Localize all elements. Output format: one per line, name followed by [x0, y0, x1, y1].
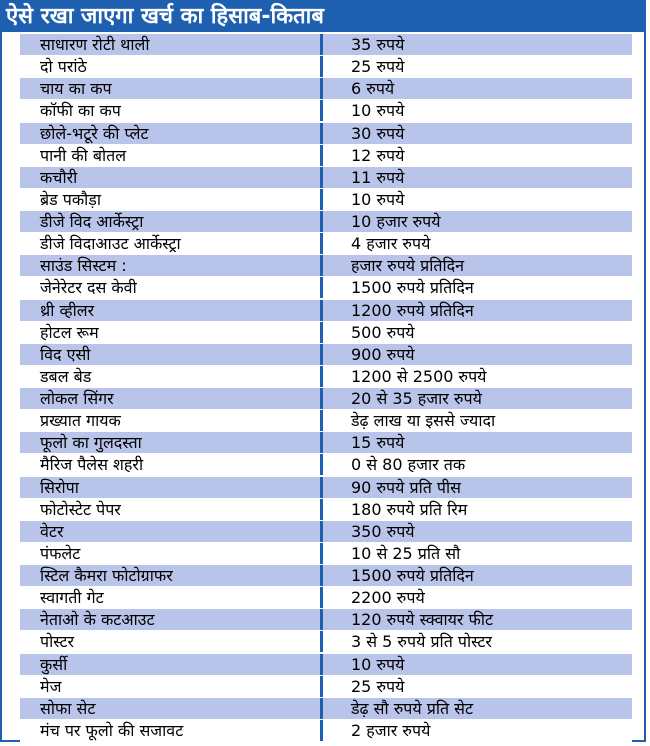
item-cell: साधारण रोटी थाली	[40, 35, 150, 54]
item-cell: मैरिज पैलेस शहरी	[40, 455, 144, 475]
table-row	[20, 720, 632, 742]
item-cell: सोफा सेट	[40, 698, 96, 718]
cost-cell: 2200 रुपये	[351, 588, 425, 608]
table-row	[20, 189, 632, 211]
item-cell: प्रख्यात गायक	[40, 411, 121, 431]
table-row	[20, 56, 632, 78]
cost-cell: 0 से 80 हजार तक	[351, 455, 466, 475]
table-row	[20, 565, 632, 587]
table-row	[20, 322, 632, 344]
cost-cell: हजार रुपये प्रतिदिन	[351, 256, 465, 276]
cost-cell: 1200 से 2500 रुपये	[351, 366, 487, 386]
item-cell: ब्रेड पकौड़ा	[40, 189, 102, 209]
item-cell: जेनेरेटर दस केवी	[40, 278, 137, 298]
table-row	[20, 587, 632, 609]
item-cell: वेटर	[40, 521, 64, 541]
item-cell: दो परांठे	[40, 57, 87, 77]
table-row	[20, 211, 632, 233]
table-row	[20, 609, 632, 631]
cost-cell: 900 रुपये	[351, 344, 415, 364]
item-cell: विद एसी	[40, 344, 91, 364]
table-row	[20, 366, 632, 388]
item-cell: लोकल सिंगर	[40, 389, 114, 408]
table-row	[20, 344, 632, 366]
cost-cell: 20 से 35 हजार रुपये	[351, 389, 482, 408]
cost-cell: 15 रुपये	[351, 433, 405, 453]
cost-table	[20, 34, 632, 742]
table-row	[20, 698, 632, 720]
cost-cell: डेढ़ लाख या इससे ज्यादा	[351, 411, 496, 431]
item-cell: साउंड सिस्टम :	[40, 256, 127, 276]
item-cell: डबल बेड	[40, 366, 92, 386]
table-row	[20, 477, 632, 499]
cost-cell: 10 रुपये	[351, 189, 405, 209]
table-row	[20, 277, 632, 299]
table-row	[20, 543, 632, 565]
item-cell: फोटोस्टेट पेपर	[40, 499, 121, 519]
cost-cell: 25 रुपये	[351, 57, 405, 77]
table-row	[20, 454, 632, 476]
cost-cell: 1500 रुपये प्रतिदिन	[351, 566, 474, 585]
cost-cell: 3 से 5 रुपये प्रति पोस्टर	[351, 632, 492, 652]
item-cell: स्वागती गेट	[40, 588, 104, 608]
item-cell: डीजे विदाआउट आर्केस्ट्रा	[40, 234, 181, 254]
table-row	[20, 34, 632, 56]
table-row	[20, 499, 632, 521]
cost-cell: 6 रुपये	[351, 79, 395, 99]
table-row	[20, 145, 632, 167]
table-row	[20, 631, 632, 653]
item-cell: डीजे विद आर्केस्ट्रा	[40, 212, 144, 231]
cost-cell: 500 रुपये	[351, 322, 415, 342]
table-row	[20, 167, 632, 189]
cost-cell: 12 रुपये	[351, 145, 405, 165]
cost-cell: 4 हजार रुपये	[351, 234, 431, 254]
cost-cell: 25 रुपये	[351, 676, 405, 696]
item-cell: कुर्सी	[40, 654, 68, 674]
item-cell: फूलो का गुलदस्ता	[40, 433, 142, 453]
item-cell: मंच पर फूलो की सजावट	[40, 720, 184, 740]
item-cell: छोले-भटूरे की प्लेट	[40, 123, 149, 143]
cost-cell: 11 रुपये	[351, 167, 405, 187]
table-row	[20, 432, 632, 454]
cost-cell: 10 हजार रुपये	[351, 212, 441, 231]
item-cell: पोस्टर	[40, 632, 75, 652]
cost-cell: 35 रुपये	[351, 35, 405, 54]
item-cell: नेताओ के कटआउट	[40, 610, 155, 630]
item-cell: सिरोपा	[40, 477, 79, 497]
item-cell: चाय का कप	[40, 79, 112, 99]
cost-cell: 1500 रुपये प्रतिदिन	[351, 278, 474, 298]
table-row	[20, 410, 632, 432]
cost-cell: 1200 रुपये प्रतिदिन	[351, 300, 474, 320]
cost-cell: 10 रुपये	[351, 654, 405, 674]
table-row	[20, 100, 632, 122]
item-cell: मेज	[40, 676, 62, 696]
cost-cell: 10 से 25 प्रति सौ	[351, 543, 461, 563]
table-title: ऐसे रखा जाएगा खर्च का हिसाब-किताब	[2, 2, 644, 32]
item-cell: कॉफी का कप	[40, 101, 121, 121]
item-cell: कचौरी	[40, 167, 78, 187]
cost-cell: डेढ़ सौ रुपये प्रति सेट	[351, 698, 474, 718]
table-row	[20, 676, 632, 698]
table-row	[20, 233, 632, 255]
cost-cell: 10 रुपये	[351, 101, 405, 121]
item-cell: होटल रूम	[40, 322, 99, 342]
table-row	[20, 78, 632, 100]
item-cell: पंफलेट	[40, 543, 81, 563]
item-cell: थ्री व्हीलर	[40, 300, 95, 320]
cost-cell: 2 हजार रुपये	[351, 720, 431, 740]
cost-cell: 90 रुपये प्रति पीस	[351, 477, 461, 497]
cost-cell: 30 रुपये	[351, 123, 405, 143]
cost-cell: 350 रुपये	[351, 521, 415, 541]
table-row	[20, 300, 632, 322]
item-cell: स्टिल कैमरा फोटोग्राफर	[40, 566, 173, 585]
cost-cell: 180 रुपये प्रति रिम	[351, 499, 468, 519]
cost-cell: 120 रुपये स्क्वायर फीट	[351, 610, 494, 630]
table-row	[20, 388, 632, 410]
table-row	[20, 123, 632, 145]
item-cell: पानी की बोतल	[40, 145, 127, 165]
table-row	[20, 255, 632, 277]
table-row	[20, 654, 632, 676]
table-row	[20, 521, 632, 543]
